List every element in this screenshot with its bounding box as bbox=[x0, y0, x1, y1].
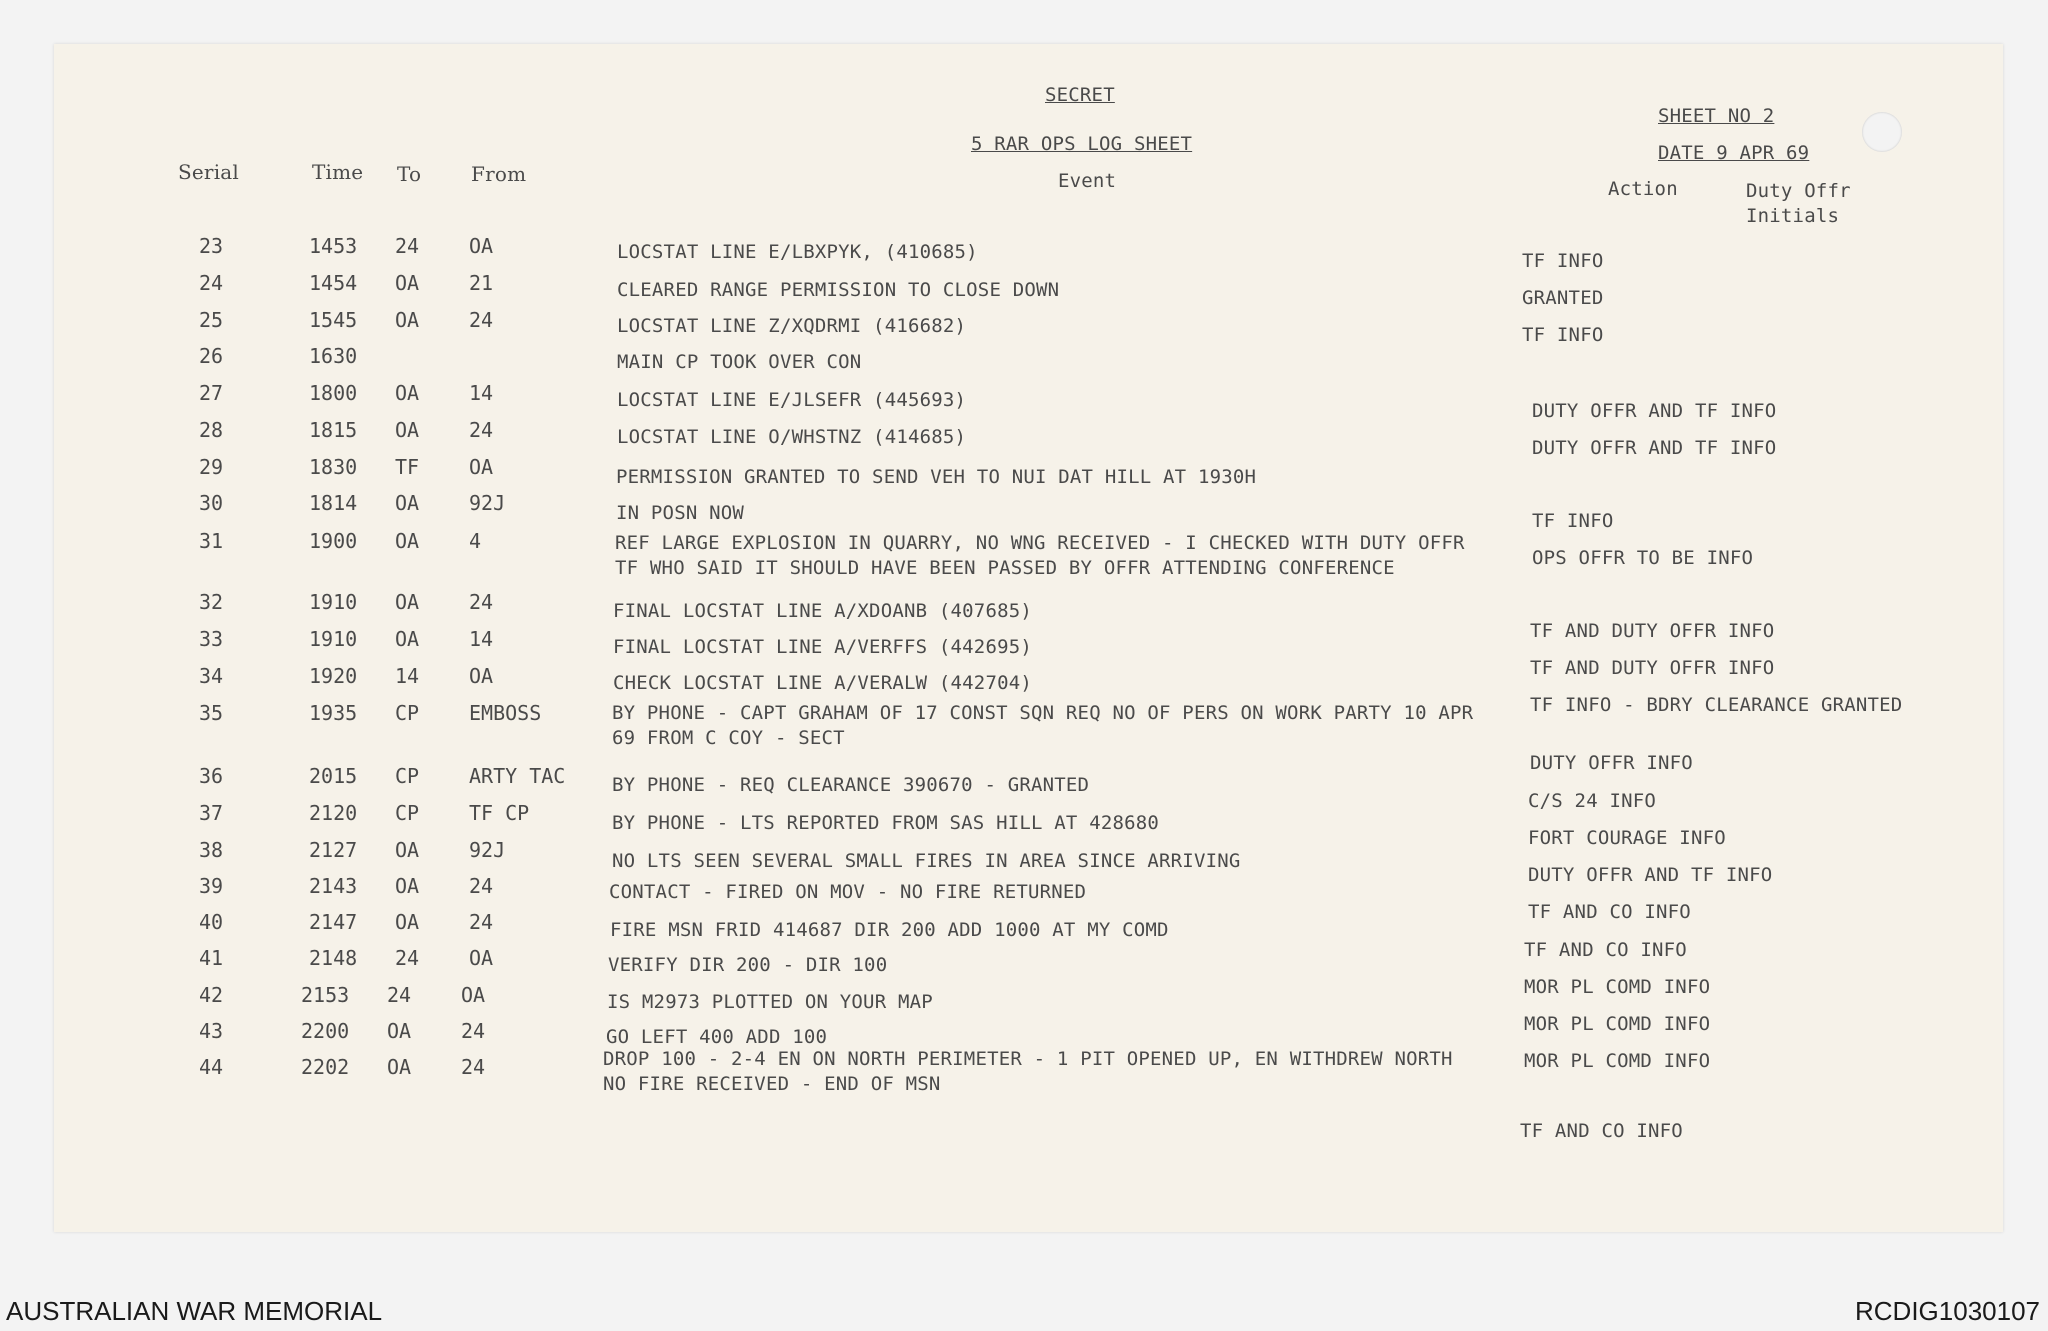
entry-to: OA bbox=[387, 1055, 412, 1079]
entry-action: TF AND CO INFO bbox=[1524, 939, 1687, 961]
col-header-event: Event bbox=[1058, 170, 1117, 192]
entry-time: 2143 bbox=[309, 874, 358, 898]
entry-event: LOCSTAT LINE E/JLSEFR (445693) bbox=[617, 389, 967, 411]
sheet-date: DATE 9 APR 69 bbox=[1658, 142, 1810, 164]
entry-from: OA bbox=[469, 234, 494, 258]
entry-action: DUTY OFFR INFO bbox=[1530, 752, 1693, 774]
entry-action: TF AND DUTY OFFR INFO bbox=[1530, 620, 1775, 642]
entry-to: TF bbox=[395, 455, 420, 479]
entry-to: CP bbox=[395, 764, 420, 788]
entry-action: TF AND DUTY OFFR INFO bbox=[1530, 657, 1775, 679]
entry-serial: 33 bbox=[199, 627, 224, 651]
col-header-from: From bbox=[471, 162, 527, 186]
entry-time: 1453 bbox=[309, 234, 358, 258]
entry-time: 1545 bbox=[309, 308, 358, 332]
entry-to: CP bbox=[395, 701, 420, 725]
entry-time: 1900 bbox=[309, 529, 358, 553]
entry-event: BY PHONE - CAPT GRAHAM OF 17 CONST SQN REQ NO OF PERS ON WORK PARTY 10 APR 69 FROM C COY - SECT bbox=[612, 702, 1474, 749]
entry-serial: 35 bbox=[199, 701, 224, 725]
entry-event: PERMISSION GRANTED TO SEND VEH TO NUI DAT HILL AT 1930H bbox=[616, 466, 1257, 488]
entry-time: 1920 bbox=[309, 664, 358, 688]
entry-serial: 44 bbox=[199, 1055, 224, 1079]
entry-action: OPS OFFR TO BE INFO bbox=[1532, 547, 1754, 569]
entry-time: 2015 bbox=[309, 764, 358, 788]
entry-event: BY PHONE - REQ CLEARANCE 390670 - GRANTED bbox=[612, 774, 1090, 796]
entry-event: LOCSTAT LINE Z/XQDRMI (416682) bbox=[617, 315, 967, 337]
entry-time: 1815 bbox=[309, 418, 358, 442]
entry-serial: 24 bbox=[199, 271, 224, 295]
entry-event: FIRE MSN FRID 414687 DIR 200 ADD 1000 AT MY COMD bbox=[610, 919, 1169, 941]
entry-serial: 42 bbox=[199, 983, 224, 1007]
entry-time: 2127 bbox=[309, 838, 358, 862]
entry-event: IS M2973 PLOTTED ON YOUR MAP bbox=[607, 991, 933, 1013]
entry-time: 2200 bbox=[301, 1019, 350, 1043]
entry-serial: 32 bbox=[199, 590, 224, 614]
entry-to: OA bbox=[395, 491, 420, 515]
entry-to: OA bbox=[395, 838, 420, 862]
entry-event: CHECK LOCSTAT LINE A/VERALW (442704) bbox=[613, 672, 1033, 694]
entry-to: OA bbox=[395, 381, 420, 405]
entry-serial: 36 bbox=[199, 764, 224, 788]
entry-time: 2153 bbox=[301, 983, 350, 1007]
entry-serial: 31 bbox=[199, 529, 224, 553]
entry-from: 14 bbox=[469, 381, 494, 405]
entry-action: DUTY OFFR AND TF INFO bbox=[1532, 400, 1777, 422]
entry-serial: 25 bbox=[199, 308, 224, 332]
entry-time: 1814 bbox=[309, 491, 358, 515]
entry-from: 24 bbox=[469, 590, 494, 614]
entry-from: 24 bbox=[469, 910, 494, 934]
entry-serial: 40 bbox=[199, 910, 224, 934]
classification-label: SECRET bbox=[1045, 84, 1115, 106]
entry-action: GRANTED bbox=[1522, 287, 1604, 309]
entry-from: 92J bbox=[469, 491, 506, 515]
entry-time: 2148 bbox=[309, 946, 358, 970]
entry-event: IN POSN NOW bbox=[616, 502, 745, 524]
entry-action: MOR PL COMD INFO bbox=[1524, 976, 1711, 998]
entry-event: CLEARED RANGE PERMISSION TO CLOSE DOWN bbox=[617, 279, 1060, 301]
entry-event: REF LARGE EXPLOSION IN QUARRY, NO WNG RECEIVED - I CHECKED WITH DUTY OFFR TF WHO SAID IT SHOULD HAVE BEEN PASSED BY OFFR ATTENDING CONFERENCE bbox=[615, 532, 1465, 579]
entry-event: FINAL LOCSTAT LINE A/VERFFS (442695) bbox=[613, 636, 1033, 658]
entry-action: MOR PL COMD INFO bbox=[1524, 1050, 1711, 1072]
col-header-serial: Serial bbox=[178, 160, 240, 184]
entry-time: 1454 bbox=[309, 271, 358, 295]
entry-from: 24 bbox=[469, 418, 494, 442]
entry-action: TF AND CO INFO bbox=[1520, 1120, 1683, 1142]
entry-to: 24 bbox=[395, 234, 420, 258]
entry-from: EMBOSS bbox=[469, 701, 542, 725]
entry-serial: 28 bbox=[199, 418, 224, 442]
punch-hole bbox=[1862, 112, 1902, 152]
entry-event: GO LEFT 400 ADD 100 bbox=[606, 1026, 828, 1048]
entry-event: VERIFY DIR 200 - DIR 100 bbox=[608, 954, 888, 976]
entry-from: 4 bbox=[469, 529, 482, 553]
entry-from: 92J bbox=[469, 838, 506, 862]
entry-action: MOR PL COMD INFO bbox=[1524, 1013, 1711, 1035]
document-title: 5 RAR OPS LOG SHEET bbox=[971, 133, 1193, 155]
entry-serial: 41 bbox=[199, 946, 224, 970]
entry-serial: 39 bbox=[199, 874, 224, 898]
entry-to: OA bbox=[395, 271, 420, 295]
entry-time: 1910 bbox=[309, 627, 358, 651]
entry-event: LOCSTAT LINE E/LBXPYK, (410685) bbox=[617, 241, 978, 263]
entry-event: BY PHONE - LTS REPORTED FROM SAS HILL AT 428680 bbox=[612, 812, 1160, 834]
entry-serial: 27 bbox=[199, 381, 224, 405]
entry-from: 24 bbox=[461, 1019, 486, 1043]
entry-time: 1935 bbox=[309, 701, 358, 725]
entry-to: OA bbox=[395, 910, 420, 934]
entry-from: 24 bbox=[469, 308, 494, 332]
entry-event: DROP 100 - 2-4 EN ON NORTH PERIMETER - 1 PIT OPENED UP, EN WITHDREW NORTH NO FIRE RECEIVED - END OF MSN bbox=[603, 1048, 1453, 1095]
entry-serial: 26 bbox=[199, 344, 224, 368]
entry-from: TF CP bbox=[469, 801, 530, 825]
entry-time: 2147 bbox=[309, 910, 358, 934]
entry-from: OA bbox=[461, 983, 486, 1007]
entry-action: TF INFO - BDRY CLEARANCE GRANTED bbox=[1530, 694, 1903, 716]
entry-from: OA bbox=[469, 946, 494, 970]
col-header-duty-offr: Duty Offr bbox=[1746, 180, 1851, 202]
entry-serial: 34 bbox=[199, 664, 224, 688]
entry-action: TF INFO bbox=[1522, 324, 1604, 346]
entry-time: 1630 bbox=[309, 344, 358, 368]
entry-action: TF AND CO INFO bbox=[1528, 901, 1691, 923]
entry-serial: 37 bbox=[199, 801, 224, 825]
entry-action: TF INFO bbox=[1532, 510, 1614, 532]
entry-to: OA bbox=[395, 308, 420, 332]
entry-action: TF INFO bbox=[1522, 250, 1604, 272]
entry-serial: 30 bbox=[199, 491, 224, 515]
entry-from: 24 bbox=[469, 874, 494, 898]
entry-time: 2120 bbox=[309, 801, 358, 825]
entry-serial: 23 bbox=[199, 234, 224, 258]
footer-reference: RCDIG1030107 bbox=[1855, 1296, 2040, 1326]
entry-from: 21 bbox=[469, 271, 494, 295]
entry-from: ARTY TAC bbox=[469, 764, 566, 788]
entry-event: NO LTS SEEN SEVERAL SMALL FIRES IN AREA SINCE ARRIVING bbox=[612, 850, 1241, 872]
col-header-duty-offr-initials: Initials bbox=[1746, 205, 1840, 227]
entry-from: 24 bbox=[461, 1055, 486, 1079]
entry-event: MAIN CP TOOK OVER CON bbox=[617, 351, 862, 373]
entry-event: FINAL LOCSTAT LINE A/XDOANB (407685) bbox=[613, 600, 1033, 622]
col-header-to: To bbox=[397, 162, 422, 186]
entry-to: 14 bbox=[395, 664, 420, 688]
entry-serial: 43 bbox=[199, 1019, 224, 1043]
entry-to: CP bbox=[395, 801, 420, 825]
entry-event: CONTACT - FIRED ON MOV - NO FIRE RETURNED bbox=[609, 881, 1087, 903]
entry-action: C/S 24 INFO bbox=[1528, 790, 1657, 812]
entry-from: 14 bbox=[469, 627, 494, 651]
entry-time: 1910 bbox=[309, 590, 358, 614]
entry-action: FORT COURAGE INFO bbox=[1528, 827, 1726, 849]
entry-to: OA bbox=[395, 418, 420, 442]
entry-time: 1800 bbox=[309, 381, 358, 405]
sheet-number: SHEET NO 2 bbox=[1658, 105, 1775, 127]
entry-from: OA bbox=[469, 664, 494, 688]
col-header-time: Time bbox=[312, 160, 364, 184]
entry-to: OA bbox=[395, 627, 420, 651]
entry-to: 24 bbox=[395, 946, 420, 970]
entry-serial: 29 bbox=[199, 455, 224, 479]
entry-time: 1830 bbox=[309, 455, 358, 479]
entry-to: 24 bbox=[387, 983, 412, 1007]
entry-action: DUTY OFFR AND TF INFO bbox=[1528, 864, 1773, 886]
entry-to: OA bbox=[387, 1019, 412, 1043]
entry-time: 2202 bbox=[301, 1055, 350, 1079]
col-header-action: Action bbox=[1608, 178, 1678, 200]
entry-event: LOCSTAT LINE O/WHSTNZ (414685) bbox=[617, 426, 967, 448]
entry-action: DUTY OFFR AND TF INFO bbox=[1532, 437, 1777, 459]
footer-source: AUSTRALIAN WAR MEMORIAL bbox=[6, 1296, 383, 1326]
entry-to: OA bbox=[395, 590, 420, 614]
entry-from: OA bbox=[469, 455, 494, 479]
entry-serial: 38 bbox=[199, 838, 224, 862]
entry-to: OA bbox=[395, 874, 420, 898]
entry-to: OA bbox=[395, 529, 420, 553]
